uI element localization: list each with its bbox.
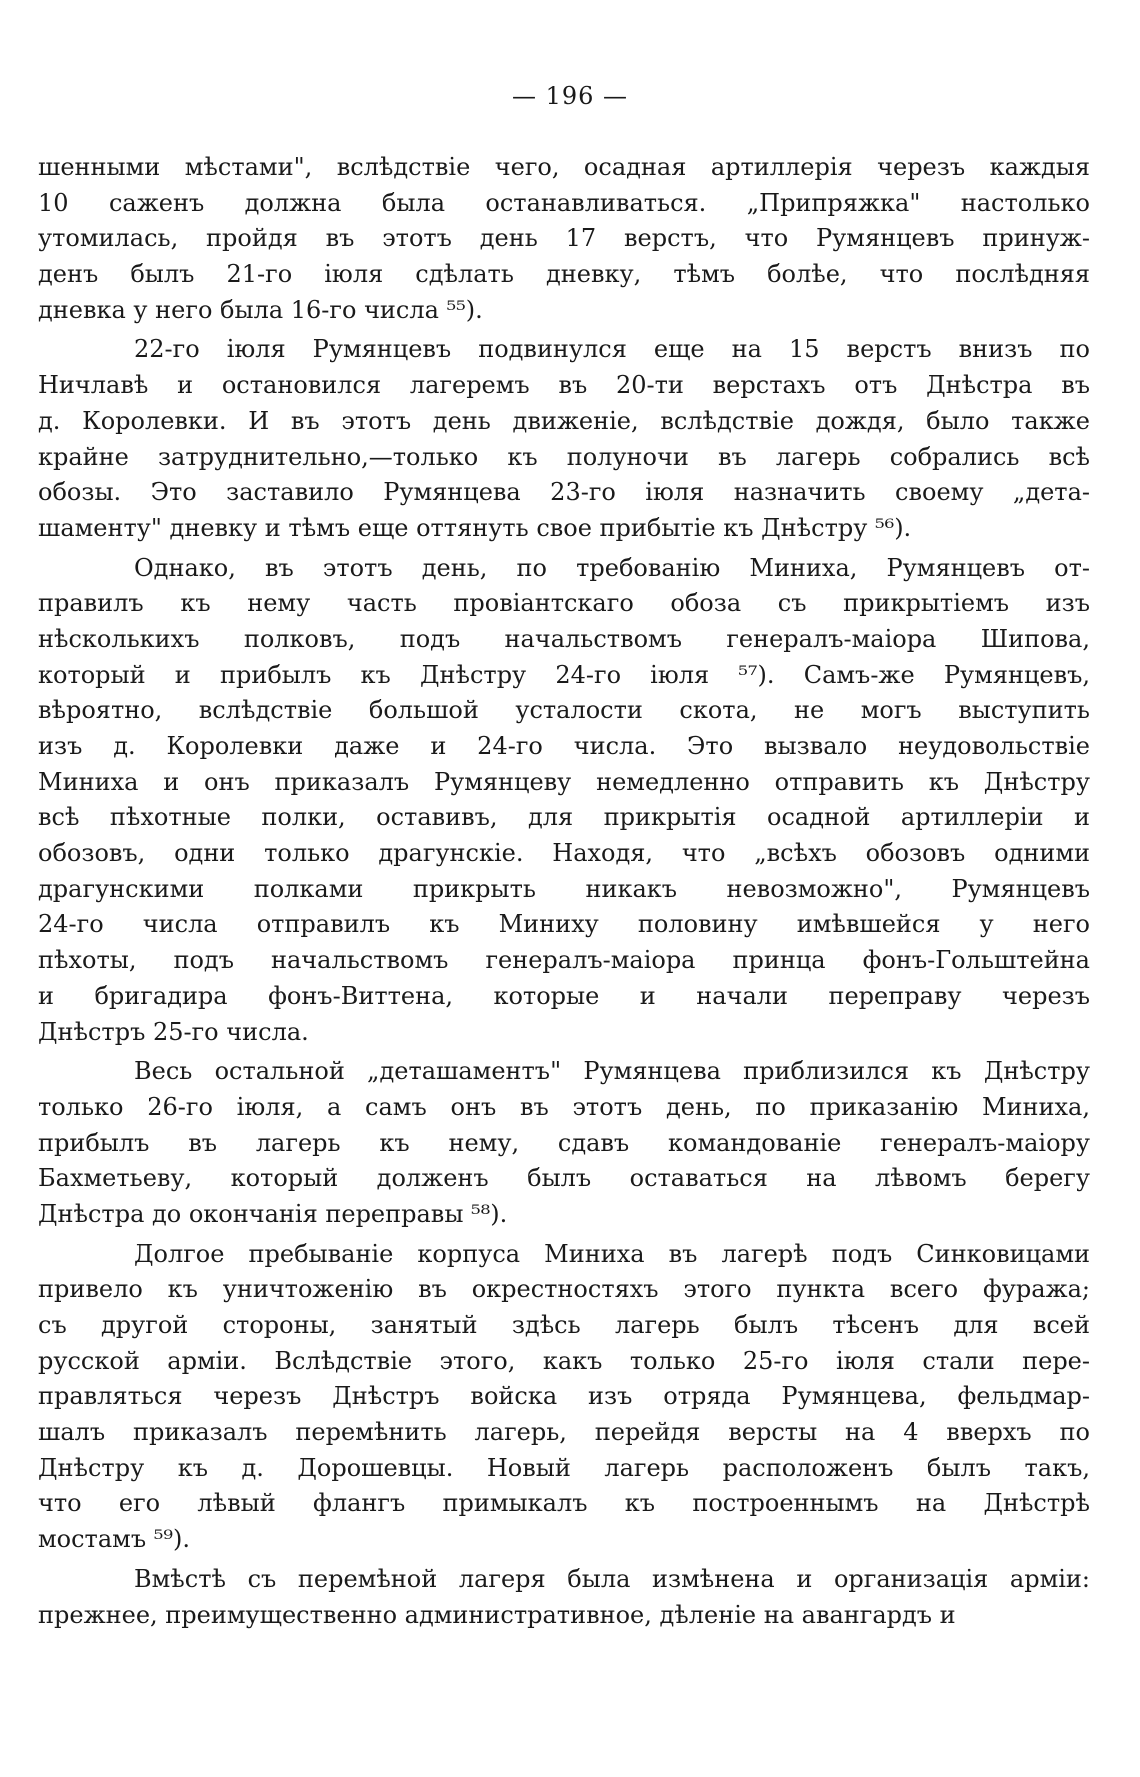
- text-line: и бригадира фонъ-Виттена, которые и начали переправу черезъ: [38, 981, 1090, 1010]
- text-line: 22-го іюля Румянцевъ подвинулся еще на 15 верстъ внизъ по: [134, 335, 1090, 364]
- paragraph: [38, 150, 1090, 328]
- text-line: Весь остальной „деташаментъ" Румянцева приблизился къ Днѣстру: [134, 1057, 1090, 1086]
- text-line: всѣ пѣхотные полки, оставивъ, для прикрытія осадной артиллеріи и: [38, 803, 1090, 832]
- text-line: обозы. Это заставило Румянцева 23-го іюля назначить своему „дета-: [38, 478, 1090, 507]
- paragraph: [38, 1237, 1090, 1558]
- text-line: денъ былъ 21-го іюля сдѣлать дневку, тѣмъ болѣе, что послѣдняя: [38, 260, 1090, 289]
- text-line: Днѣстръ 25-го числа.: [38, 1017, 309, 1046]
- text-line: изъ д. Королевки даже и 24-го числа. Это вызвало неудовольствіе: [38, 732, 1090, 760]
- text-line: съ другой стороны, занятый здѣсь лагерь былъ тѣсенъ для всей: [38, 1311, 1090, 1339]
- text-line: только 26-го іюля, а самъ онъ въ этотъ день, по приказанію Миниха,: [38, 1092, 1090, 1121]
- text-line: Однако, въ этотъ день, по требованію Миниха, Румянцевъ от-: [134, 553, 1090, 582]
- text-line: нѣсколькихъ полковъ, подъ начальствомъ генералъ-маіора Шипова,: [38, 624, 1090, 653]
- text-line: шалъ приказалъ перемѣнить лагерь, перейдя версты на 4 вверхъ по: [38, 1418, 1090, 1447]
- text-line: 24-го числа отправилъ къ Миниху половину имѣвшейся у него: [38, 910, 1090, 939]
- text-line: прибылъ въ лагерь къ нему, сдавъ командованіе генералъ-маіору: [38, 1128, 1090, 1157]
- text-line: шаменту" дневку и тѣмъ еще оттянуть свое прибытіе къ Днѣстру ⁵⁶).: [38, 513, 912, 542]
- text-line: мостамъ ⁵⁹).: [38, 1525, 190, 1554]
- page-number: — 196 —: [511, 82, 629, 110]
- text-line: прежнее, преимущественно административное, дѣленіе на авангардъ и: [38, 1600, 956, 1629]
- paragraph: [38, 1054, 1090, 1232]
- paragraph: [38, 1562, 1090, 1633]
- text-line: который и прибылъ къ Днѣстру 24-го іюля ⁵⁷). Самъ-же Румянцевъ,: [38, 660, 1090, 689]
- text-line: Вмѣстѣ съ перемѣной лагеря была измѣнена и организація арміи:: [134, 1564, 1090, 1593]
- text-line: дневка у него была 16-го числа ⁵⁵).: [38, 295, 483, 324]
- text-line: Ничлавѣ и остановился лагеремъ въ 20-ти верстахъ отъ Днѣстра въ: [38, 371, 1090, 400]
- text-line: утомилась, пройдя въ этотъ день 17 верстъ, что Румянцевъ принуж-: [38, 224, 1090, 253]
- text-line: обозовъ, одни только драгунскіе. Находя, что „всѣхъ обозовъ одними: [38, 839, 1090, 868]
- text-line: русской арміи. Вслѣдствіе этого, какъ только 25-го іюля стали пере-: [38, 1346, 1090, 1375]
- text-line: Днѣстру къ д. Дорошевцы. Новый лагерь расположенъ былъ такъ,: [38, 1453, 1090, 1482]
- text-line: Днѣстра до окончанія переправы ⁵⁸).: [38, 1199, 508, 1228]
- paragraph: [38, 551, 1090, 1051]
- text-line: драгунскими полками прикрыть никакъ невозможно", Румянцевъ: [38, 874, 1090, 903]
- text-line: д. Королевки. И въ этотъ день движеніе, вслѣдствіе дождя, было также: [38, 406, 1090, 435]
- text-line: Миниха и онъ приказалъ Румянцеву немедленно отправить къ Днѣстру: [38, 767, 1090, 796]
- text-line: правилъ къ нему часть провіантскаго обоза съ прикрытіемъ изъ: [38, 589, 1090, 618]
- paragraph: [38, 332, 1090, 546]
- text-line: вѣроятно, вслѣдствіе большой усталости скота, не могъ выступить: [38, 696, 1090, 725]
- text-line: что его лѣвый флангъ примыкалъ къ построеннымъ на Днѣстрѣ: [38, 1489, 1090, 1518]
- text-line: Долгое пребываніе корпуса Миниха въ лагерѣ подъ Синковицами: [134, 1239, 1090, 1268]
- text-line: правляться черезъ Днѣстръ войска изъ отряда Румянцева, фельдмар-: [38, 1382, 1090, 1411]
- text-line: пѣхоты, подъ начальствомъ генералъ-маіора принца фонъ-Гольштейна: [38, 946, 1090, 975]
- text-line: 10 саженъ должна была останавливаться. „Припряжка" настолько: [38, 188, 1090, 217]
- text-line: крайне затруднительно,—только къ полуночи въ лагерь собрались всѣ: [38, 442, 1090, 471]
- text-body: [38, 150, 1090, 1633]
- text-line: привело къ уничтоженію въ окрестностяхъ этого пункта всего фуража;: [38, 1275, 1090, 1304]
- text-line: Бахметьеву, который долженъ былъ оставаться на лѣвомъ берегу: [38, 1164, 1090, 1193]
- text-line: шенными мѣстами", вслѣдствіе чего, осадная артиллерія черезъ каждыя: [38, 153, 1090, 181]
